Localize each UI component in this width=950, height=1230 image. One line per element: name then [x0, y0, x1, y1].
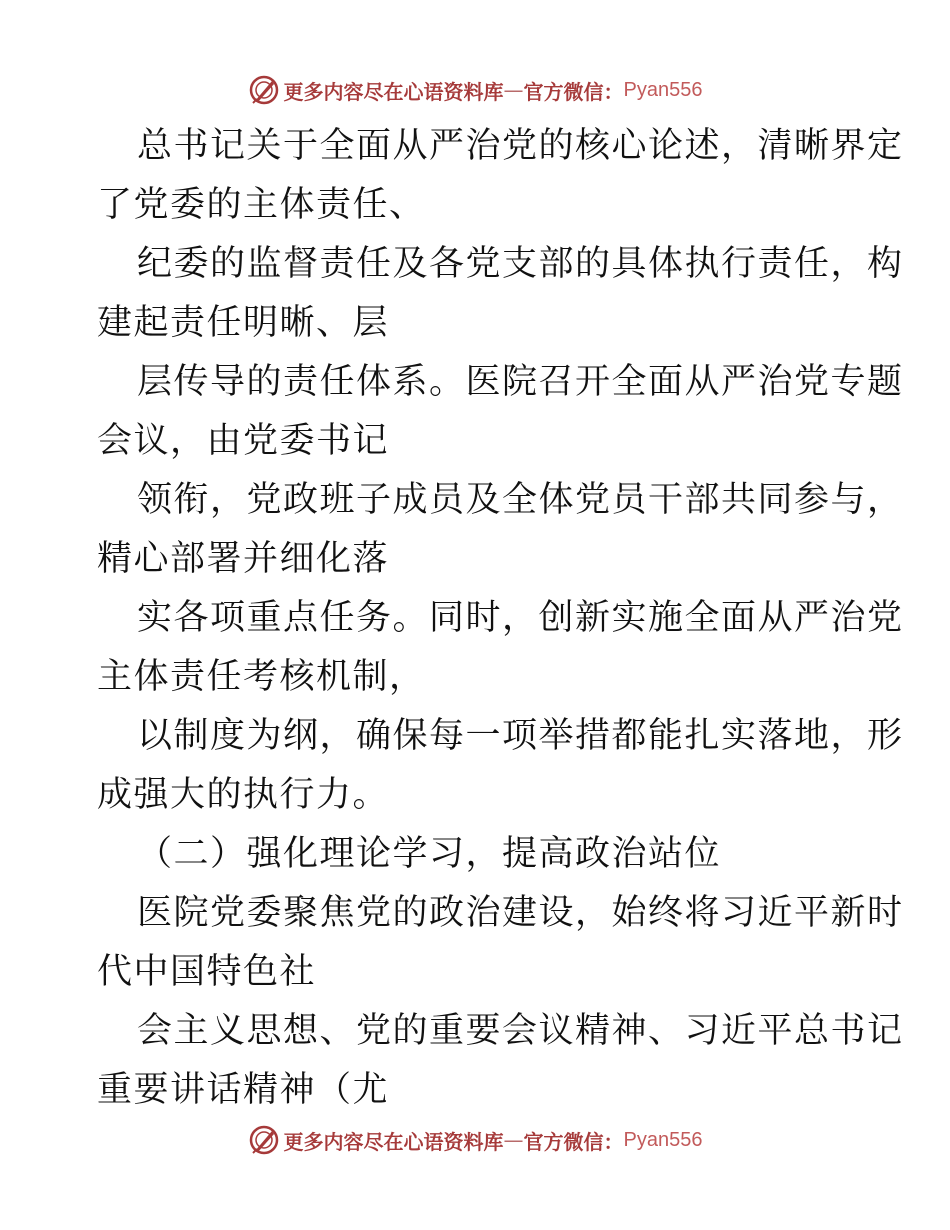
body-line: 会议，由党委书记	[97, 421, 390, 461]
body-line: 纪委的监督责任及各党支部的具体执行责任，构	[137, 244, 904, 284]
body-line: 以制度为纲，确保每一项举措都能扎实落地，形	[137, 716, 904, 756]
body-line: 了党委的主体责任、	[97, 185, 426, 225]
body-line: 总书记关于全面从严治党的核心论述，清晰界定	[137, 126, 904, 166]
watermark-separator: —	[503, 1128, 524, 1152]
body-line: 建起责任明晰、层	[97, 303, 390, 343]
body-line: 主体责任考核机制，	[97, 657, 426, 697]
watermark-wechat-label: 官方微信：	[523, 79, 624, 104]
body-line: 层传导的责任体系。医院召开全面从严治党专题	[137, 362, 904, 402]
watermark-title: 更多内容尽在心语资料库	[283, 1129, 504, 1154]
body-line: 领衔，党政班子成员及全体党员干部共同参与，	[137, 480, 904, 520]
quill-seal-icon	[248, 74, 280, 106]
header-watermark	[0, 73, 950, 107]
body-line: 会主义思想、党的重要会议精神、习近平总书记	[137, 1011, 904, 1051]
body-line: 实各项重点任务。同时，创新实施全面从严治党	[137, 598, 904, 638]
body-line: 成强大的执行力。	[97, 775, 390, 815]
body-line: 重要讲话精神（尤	[97, 1070, 390, 1110]
watermark-title: 更多内容尽在心语资料库	[283, 79, 504, 104]
section-heading: （二）强化理论学习，提高政治站位	[137, 834, 722, 874]
body-line: 医院党委聚焦党的政治建设，始终将习近平新时	[137, 893, 904, 933]
document-body	[97, 117, 904, 1120]
watermark-wechat-label: 官方微信：	[523, 1129, 624, 1154]
body-line: 代中国特色社	[97, 952, 317, 992]
watermark-separator: —	[503, 78, 524, 102]
watermark-wechat-id: Pyan556	[623, 1128, 703, 1151]
body-line: 精心部署并细化落	[97, 539, 390, 579]
watermark-wechat-id: Pyan556	[623, 78, 703, 101]
footer-watermark	[0, 1123, 950, 1157]
quill-seal-icon	[248, 1124, 280, 1156]
